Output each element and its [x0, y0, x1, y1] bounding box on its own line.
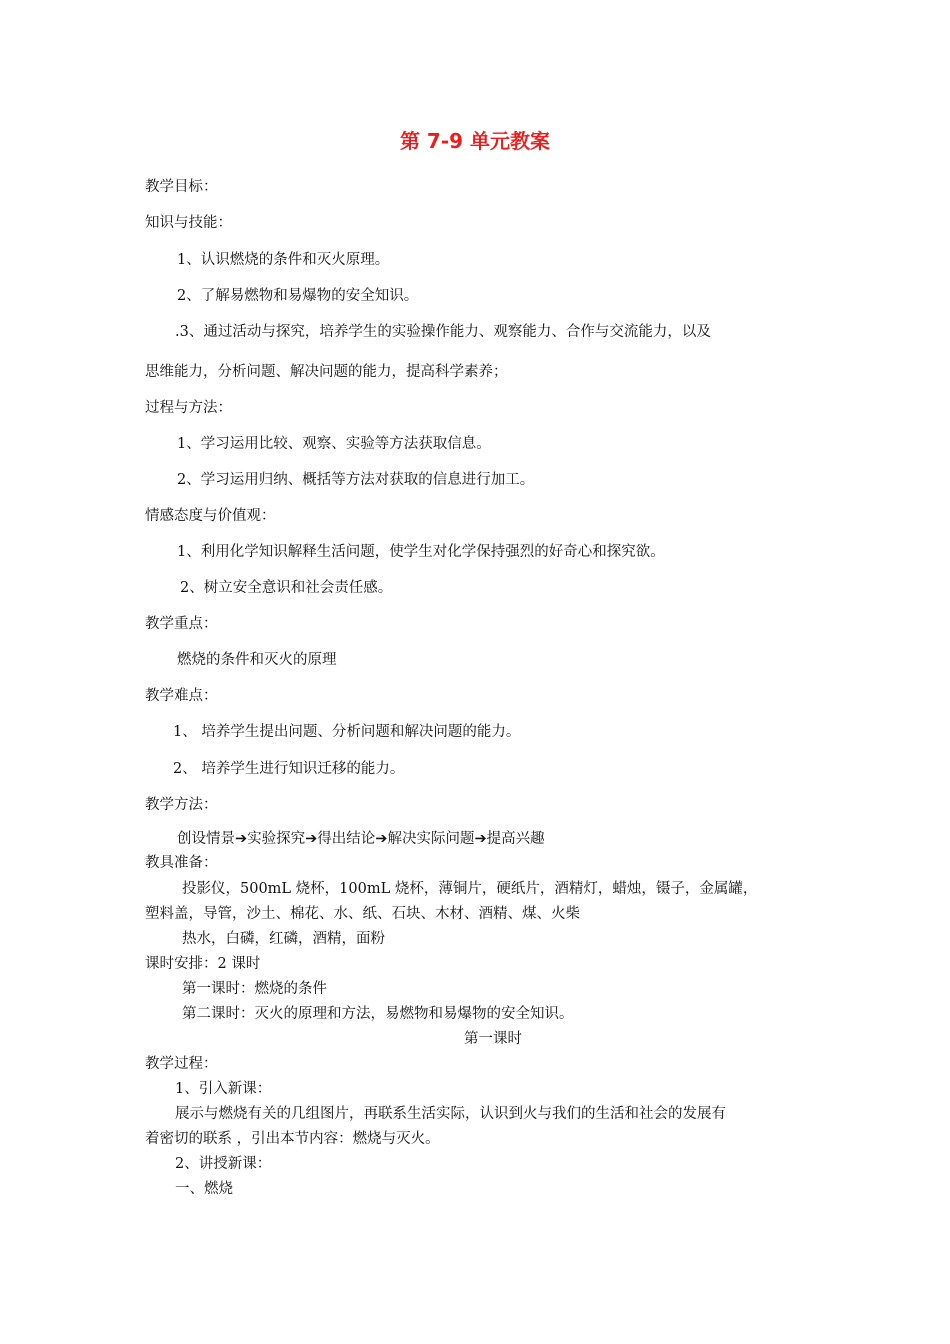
text-line: 过程与方法：: [145, 400, 232, 416]
text-line: 热水，白磷，红磷，酒精，面粉: [182, 931, 385, 947]
text-line: 2、学习运用归纳、概括等方法对获取的信息进行加工。: [177, 472, 535, 488]
text-line: 教学目标：: [145, 179, 218, 195]
text-line: .3、通过活动与探究，培养学生的实验操作能力、观察能力、合作与交流能力，以及: [175, 324, 711, 340]
text-line: 一、燃烧: [175, 1181, 233, 1197]
text-line: 1、认识燃烧的条件和灭火原理。: [177, 252, 390, 268]
text-line: 课时安排：2 课时: [145, 956, 261, 972]
text-line: 着密切的联系 ，引出本节内容：燃烧与灭火。: [145, 1131, 440, 1147]
section-heading: 第一课时: [464, 1031, 522, 1047]
text-line: 创设情景➔实验探究➔得出结论➔解决实际问题➔提高兴趣: [177, 831, 545, 847]
text-line: 塑料盖，导管，沙土、棉花、水、纸、石块、木材、酒精、煤、火柴: [145, 906, 580, 922]
text-line: 2、树立安全意识和社会责任感。: [180, 580, 393, 596]
text-line: 教学过程：: [145, 1056, 218, 1072]
text-line: 1、引入新课：: [175, 1081, 272, 1097]
text-line: 思维能力，分析问题、解决问题的能力，提高科学素养；: [145, 364, 508, 380]
text-line: 展示与燃烧有关的几组图片，再联系生活实际，认识到火与我们的生活和社会的发展有: [175, 1106, 726, 1122]
text-line: 情感态度与价值观：: [145, 508, 276, 524]
document-title: 第 7-9 单元教案: [399, 129, 551, 153]
text-line: 投影仪，500mL 烧杯，100mL 烧杯，薄铜片，硬纸片，酒精灯，蜡烛，镊子，金属罐，: [182, 881, 758, 897]
text-line: 教学方法：: [145, 797, 218, 813]
text-line: 第一课时：燃烧的条件: [182, 981, 327, 997]
text-line: 知识与技能：: [145, 215, 232, 231]
text-line: 燃烧的条件和灭火的原理: [177, 652, 337, 668]
text-line: 1、学习运用比较、观察、实验等方法获取信息。: [177, 436, 491, 452]
text-line: 教学难点：: [145, 688, 218, 704]
text-line: 2、 培养学生进行知识迁移的能力。: [173, 761, 405, 777]
text-line: 1、 培养学生提出问题、分析问题和解决问题的能力。: [173, 724, 521, 740]
text-line: 教具准备：: [145, 855, 218, 871]
text-line: 2、讲授新课：: [175, 1156, 272, 1172]
text-line: 1、利用化学知识解释生活问题，使学生对化学保持强烈的好奇心和探究欲。: [177, 544, 665, 560]
text-line: 2、了解易燃物和易爆物的安全知识。: [177, 288, 419, 304]
text-line: 教学重点：: [145, 616, 218, 632]
text-line: 第二课时：灭火的原理和方法，易燃物和易爆物的安全知识。: [182, 1006, 574, 1022]
